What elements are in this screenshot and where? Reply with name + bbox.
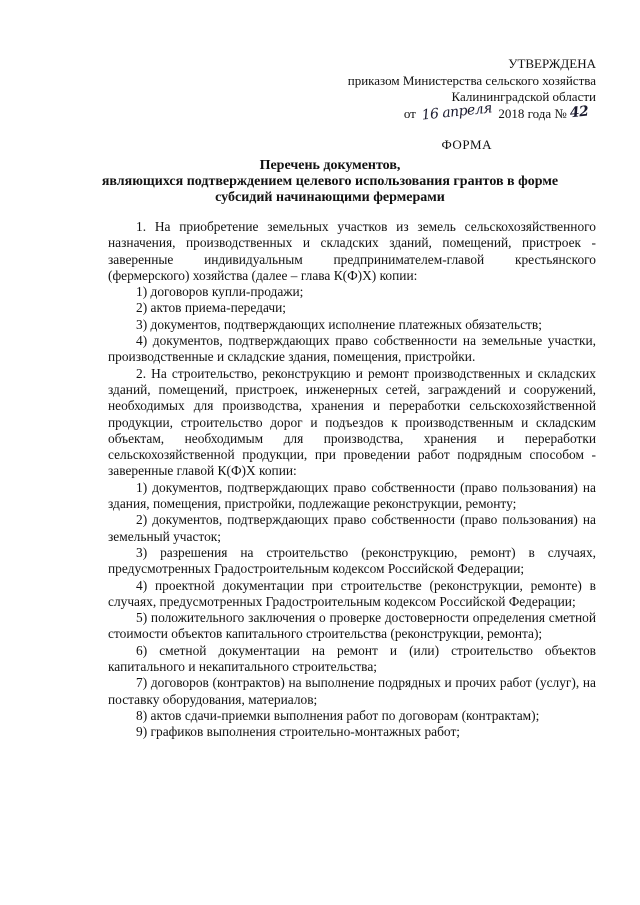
paragraph: 4) документов, подтверждающих право собственности на земельные участки, производственные и складские здания, помещения, пристройки.	[108, 333, 596, 365]
paragraph: 9) графиков выполнения строительно-монтажных работ;	[136, 724, 461, 740]
paragraph: 6) сметной документации на ремонт и (или) строительство объектов капитального и некапитального строительства;	[108, 642, 596, 675]
approval-year-text: 2018 года №	[498, 105, 567, 121]
handwritten-number: 42	[568, 102, 590, 121]
paragraph: 8) актов сдачи-приемки выполнения работ по договорам (контрактам);	[136, 707, 540, 723]
document-title	[80, 158, 580, 206]
paragraph: 1) документов, подтверждающих право собственности (право пользования) на здания, помещения, пристройки, подлежащие реконструкции, ремонту;	[108, 479, 596, 512]
paragraph: 2) актов приема-передачи;	[136, 300, 286, 316]
paragraph: 1. На приобретение земельных участков из земель сельскохозяйственного назначения, производственных и складских зданий, помещений, пристроек - заверенные индивидуальным предпринимателем-главой крестьянского (фермерского) хозяйства (далее – глава К(Ф)Х) копии:	[108, 219, 596, 283]
paragraph: 2. На строительство, реконструкцию и ремонт производственных и складских зданий, помещений, пристроек, инженерных сетей, заграждений и сооружений, необходимых для производства, хранения и переработки сельскохозяйственной продукции, строительство дорог и подъездов к производственным и складским объектам, необходимым для производства, хранения и переработки сельскохозяйственной продукции, при проведении работ подрядным способом - заверенные главой К(Ф)Х копии:	[108, 365, 596, 479]
paragraph: 4) проектной документации при строительстве (реконструкции, ремонте) в случаях, предусмотренных Градостроительным кодексом Российской Федерации;	[108, 577, 596, 609]
title-line-2: являющихся подтверждением целевого использования грантов в форме	[101, 174, 559, 189]
title-line-1: Перечень документов,	[259, 158, 401, 173]
form-label: ФОРМА	[441, 137, 492, 152]
approval-block	[296, 56, 596, 122]
approval-date-line	[296, 99, 596, 124]
document-body	[108, 219, 596, 741]
approval-order-line: приказом Министерства сельского хозяйства	[347, 72, 596, 88]
paragraph: 5) положительного заключения о проверке достоверности определения сметной стоимости объектов капитального строительства (реконструкции, ремонта);	[108, 610, 596, 642]
paragraph: 3) разрешения на строительство (реконструкцию, ремонт) в случаях, предусмотренных Градостроительным кодексом Российской Федерации;	[108, 544, 596, 577]
approval-date-prefix: от	[403, 105, 416, 121]
approval-region-line: Калининградской области	[451, 89, 596, 104]
handwritten-date: 16 апреля	[420, 99, 493, 124]
paragraph: 2) документов, подтверждающих право собственности (право пользования) на земельный участок;	[108, 512, 596, 544]
approval-title: УТВЕРЖДЕНА	[508, 56, 596, 71]
paragraph: 1) договоров купли-продажи;	[136, 284, 304, 300]
title-line-3: субсидий начинающими фермерами	[215, 190, 445, 205]
paragraph: 3) документов, подтверждающих исполнение платежных обязательств;	[136, 316, 542, 332]
paragraph: 7) договоров (контрактов) на выполнение подрядных и прочих работ (услуг), на поставку оборудования, материалов;	[108, 675, 596, 707]
